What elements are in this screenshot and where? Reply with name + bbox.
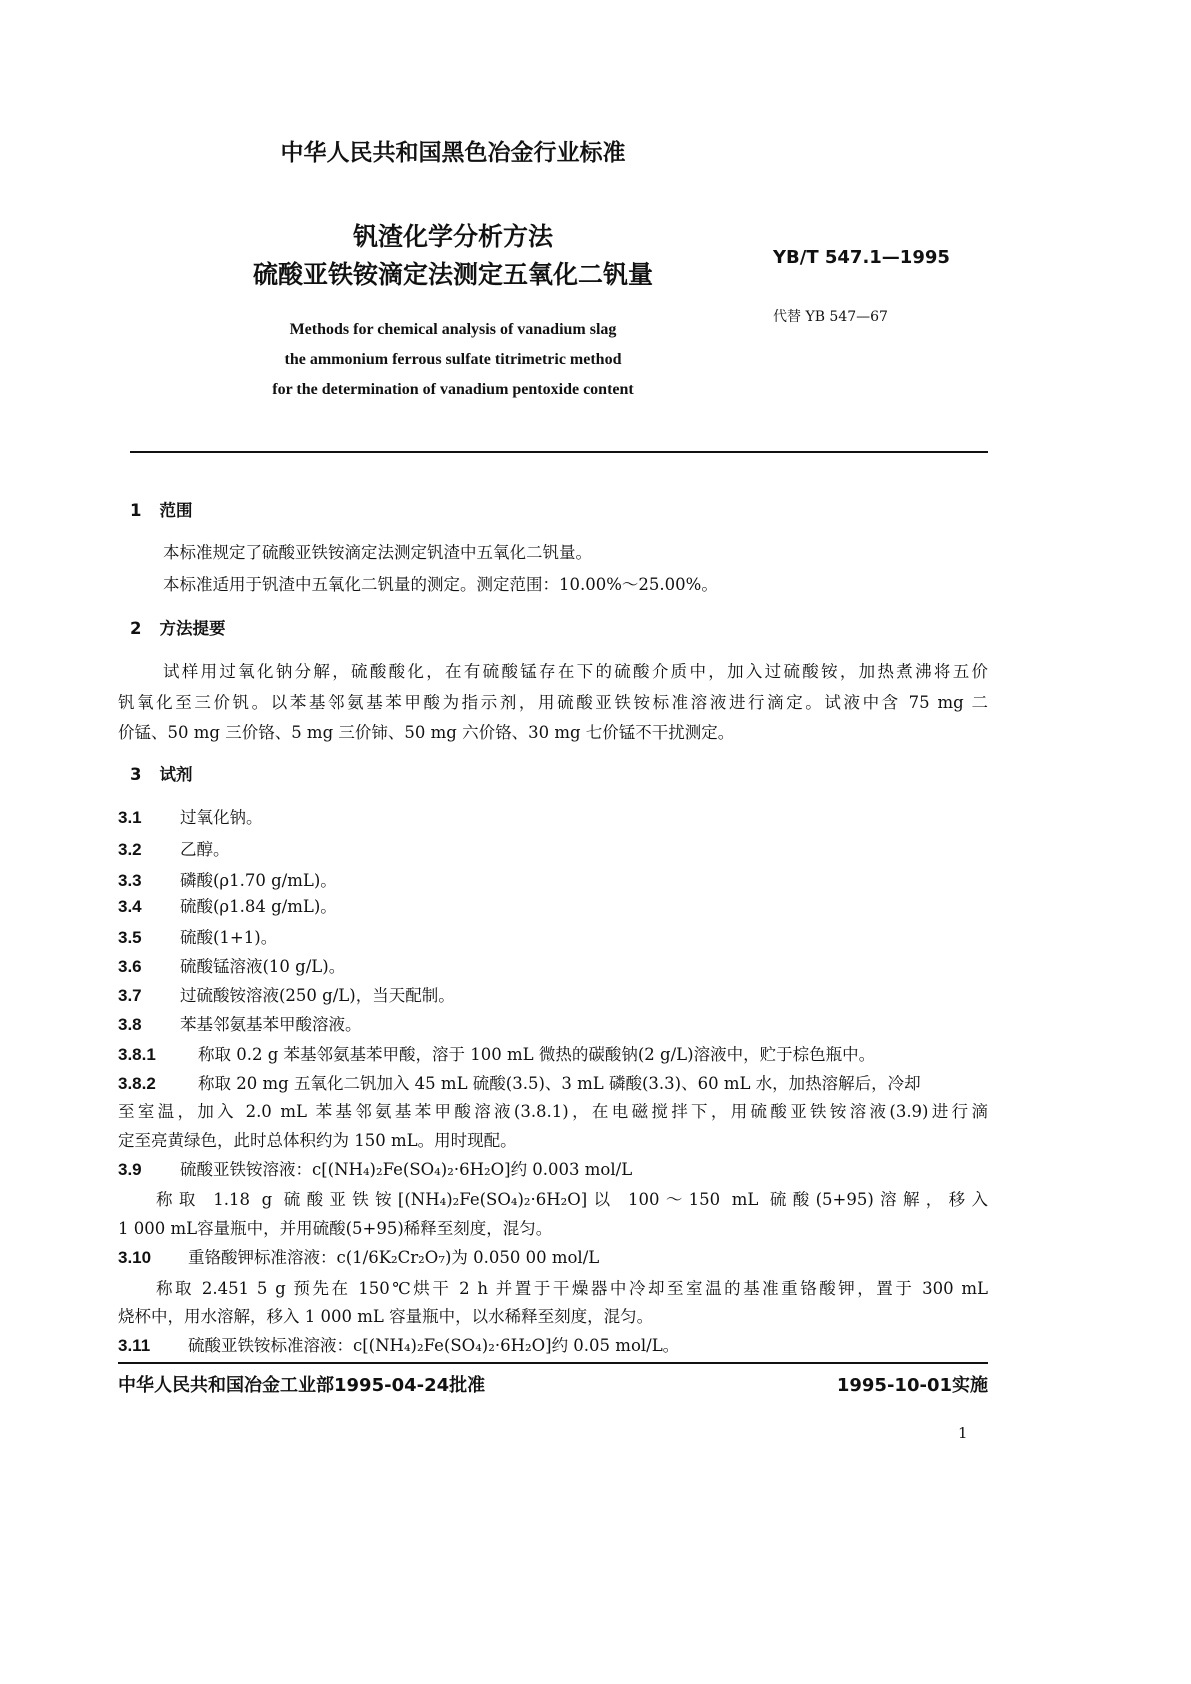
item-text: 乙醇。 bbox=[180, 840, 230, 859]
item-number: 3.9 bbox=[118, 1160, 142, 1179]
item-text: 硫酸亚铁铵标准溶液：c[(NH₄)₂Fe(SO₄)₂·6H₂O]约 0.05 mol/L。 bbox=[188, 1336, 680, 1355]
english-title-1: Methods for chemical analysis of vanadium slag bbox=[289, 321, 617, 338]
english-title-2: the ammonium ferrous sulfate titrimetric method bbox=[284, 351, 622, 368]
item-3-5 bbox=[118, 927, 277, 949]
paragraph-line: 称取 2.451 5 g 预先在 150℃烘干 2 h 并置于干燥器中冷却至室温的基准重铬酸钾，置于 300 mL bbox=[156, 1279, 988, 1298]
paragraph: 本标准适用于钒渣中五氧化二钒量的测定。测定范围：10.00%～25.00%。 bbox=[163, 575, 718, 594]
item-number: 3.7 bbox=[118, 986, 142, 1005]
item-text: 磷酸(ρ1.70 g/mL)。 bbox=[180, 871, 337, 890]
item-number: 3.4 bbox=[118, 897, 142, 916]
section-2-heading bbox=[130, 618, 225, 640]
item-number: 3.2 bbox=[118, 840, 142, 859]
item-text: 苯基邻氨基苯甲酸溶液。 bbox=[180, 1015, 362, 1034]
item-text: 硫酸(1+1)。 bbox=[180, 928, 278, 947]
section-title: 范围 bbox=[159, 501, 193, 520]
item-3-1 bbox=[118, 807, 263, 829]
item-text: 过硫酸铵溶液(250 g/L)，当天配制。 bbox=[180, 986, 455, 1005]
approval-note: 中华人民共和国冶金工业部1995-04-24批准 bbox=[118, 1375, 486, 1396]
section-number: 1 bbox=[130, 501, 142, 520]
item-text: 硫酸亚铁铵溶液：c[(NH₄)₂Fe(SO₄)₂·6H₂O]约 0.003 mol/L bbox=[180, 1160, 633, 1179]
item-3-4 bbox=[118, 896, 337, 918]
item-number: 3.1 bbox=[118, 808, 142, 827]
item-3-8-2 bbox=[118, 1073, 921, 1095]
paragraph: 本标准规定了硫酸亚铁铵滴定法测定钒渣中五氧化二钒量。 bbox=[163, 543, 592, 562]
paragraph-line: 1 000 mL容量瓶中，并用硫酸(5+95)稀释至刻度，混匀。 bbox=[118, 1219, 553, 1238]
header-rule bbox=[130, 451, 988, 453]
effective-date: 1995-10-01实施 bbox=[836, 1375, 988, 1396]
section-number: 2 bbox=[130, 619, 142, 638]
standard-code: YB/T 547.1—1995 bbox=[773, 247, 950, 268]
item-3-11 bbox=[118, 1335, 679, 1357]
page-number: 1 bbox=[958, 1424, 968, 1442]
item-3-6 bbox=[118, 956, 345, 978]
section-number: 3 bbox=[130, 765, 142, 784]
item-3-9 bbox=[118, 1159, 632, 1181]
paragraph-line: 称取 1.18 g 硫酸亚铁铵[(NH₄)₂Fe(SO₄)₂·6H₂O]以 100～150 mL 硫酸(5+95)溶解，移入 bbox=[156, 1190, 988, 1209]
item-number: 3.8 bbox=[118, 1015, 142, 1034]
item-text: 称取 20 mg 五氧化二钒加入 45 mL 硫酸(3.5)、3 mL 磷酸(3.3)、60 mL 水，加热溶解后，冷却 bbox=[198, 1074, 921, 1093]
replaces-note: 代替 YB 547—67 bbox=[773, 309, 888, 325]
section-1-heading bbox=[130, 500, 192, 522]
paragraph-line: 定至亮黄绿色，此时总体积约为 150 mL。用时现配。 bbox=[118, 1131, 517, 1150]
paragraph-line: 烧杯中，用水溶解，移入 1 000 mL 容量瓶中，以水稀释至刻度，混匀。 bbox=[118, 1307, 654, 1326]
item-3-8 bbox=[118, 1014, 362, 1036]
item-number: 3.6 bbox=[118, 957, 142, 976]
item-3-10 bbox=[118, 1247, 599, 1269]
item-number: 3.11 bbox=[118, 1336, 151, 1355]
section-title: 试剂 bbox=[159, 765, 193, 784]
item-3-3 bbox=[118, 870, 337, 892]
item-number: 3.5 bbox=[118, 928, 142, 947]
doc-title-line2: 硫酸亚铁铵滴定法测定五氧化二钒量 bbox=[252, 260, 653, 289]
item-3-2 bbox=[118, 839, 230, 861]
item-3-8-1 bbox=[118, 1044, 875, 1066]
item-number: 3.8.1 bbox=[118, 1045, 156, 1064]
footer-rule bbox=[118, 1362, 988, 1364]
section-title: 方法提要 bbox=[159, 619, 226, 638]
english-title-3: for the determination of vanadium pentoxide content bbox=[272, 381, 634, 398]
paragraph-line: 钒氧化至三价钒。以苯基邻氨基苯甲酸为指示剂，用硫酸亚铁铵标准溶液进行滴定。试液中含 75 mg 二 bbox=[118, 693, 988, 712]
doc-title-line1: 钒渣化学分析方法 bbox=[352, 222, 553, 251]
item-text: 硫酸锰溶液(10 g/L)。 bbox=[180, 957, 346, 976]
paragraph-line: 至室温，加入 2.0 mL 苯基邻氨基苯甲酸溶液(3.8.1)，在电磁搅拌下，用硫酸亚铁铵溶液(3.9)进行滴 bbox=[118, 1102, 988, 1121]
item-text: 硫酸(ρ1.84 g/mL)。 bbox=[180, 897, 337, 916]
item-3-7 bbox=[118, 985, 455, 1007]
item-number: 3.3 bbox=[118, 871, 142, 890]
item-text: 重铬酸钾标准溶液：c(1/6K₂Cr₂O₇)为 0.050 00 mol/L bbox=[188, 1248, 600, 1267]
paragraph-line: 价锰、50 mg 三价铬、5 mg 三价铈、50 mg 六价铬、30 mg 七价锰不干扰测定。 bbox=[118, 723, 735, 742]
org-standard-title: 中华人民共和国黑色冶金行业标准 bbox=[280, 140, 626, 166]
section-3-heading bbox=[130, 764, 192, 786]
paragraph-line: 试样用过氧化钠分解，硫酸酸化，在有硫酸锰存在下的硫酸介质中，加入过硫酸铵，加热煮沸将五价 bbox=[163, 662, 988, 681]
item-text: 过氧化钠。 bbox=[180, 808, 263, 827]
item-text: 称取 0.2 g 苯基邻氨基苯甲酸，溶于 100 mL 微热的碳酸钠(2 g/L)溶液中，贮于棕色瓶中。 bbox=[198, 1045, 876, 1064]
item-number: 3.8.2 bbox=[118, 1074, 156, 1093]
item-number: 3.10 bbox=[118, 1248, 152, 1267]
